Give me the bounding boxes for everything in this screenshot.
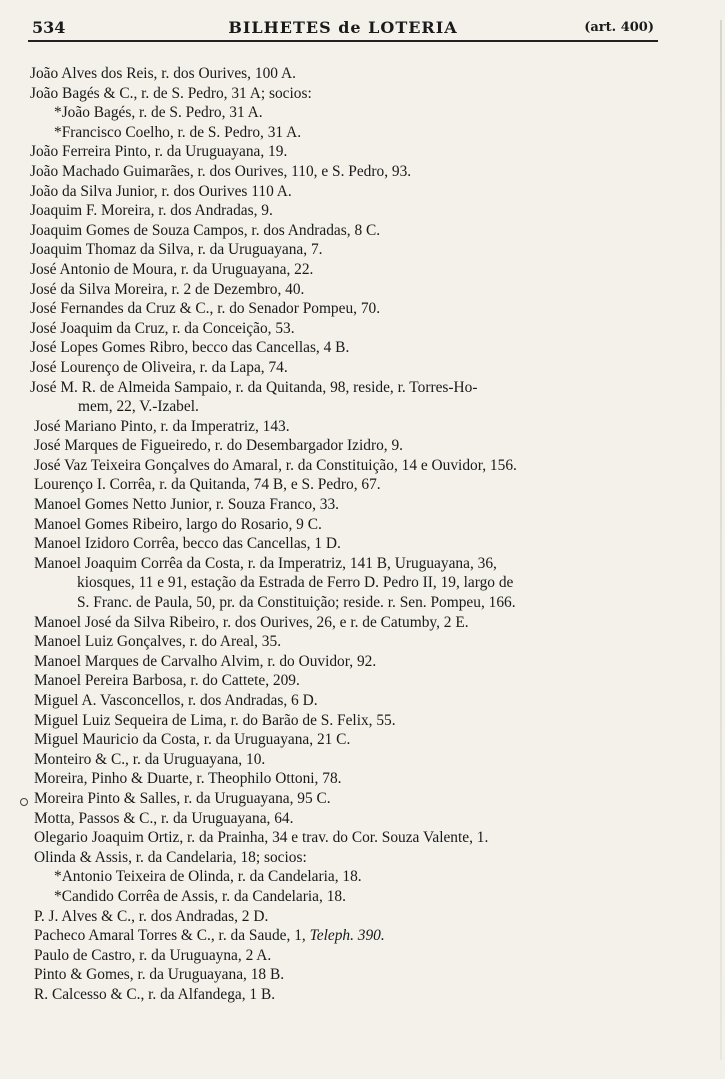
partner-item: *João Bagés, r. de S. Pedro, 31 A. xyxy=(54,104,263,122)
list-item: Joaquim F. Moreira, r. dos Andradas, 9. xyxy=(30,202,273,220)
list-item: Olegario Joaquim Ortiz, r. da Prainha, 34 e trav. do Cor. Souza Valente, 1. xyxy=(34,829,489,847)
list-item: José Lopes Gomes Ribro, becco das Cancellas, 4 B. xyxy=(30,339,350,357)
list-item: Manoel Joaquim Corrêa da Costa, r. da Imperatriz, 141 B, Uruguayana, 36, xyxy=(34,554,497,572)
list-item: Motta, Passos & C., r. da Uruguayana, 64. xyxy=(34,809,294,827)
list-item: João da Silva Junior, r. dos Ourives 110 A. xyxy=(30,182,292,200)
list-item: José da Silva Moreira, r. 2 de Dezembro, 40. xyxy=(30,280,305,298)
list-item: José Lourenço de Oliveira, r. da Lapa, 74. xyxy=(30,358,288,376)
list-item: Miguel Luiz Sequeira de Lima, r. do Barão de S. Felix, 55. xyxy=(34,711,396,729)
list-item: José Antonio de Moura, r. da Uruguayana, 22. xyxy=(30,260,314,278)
list-item: João Ferreira Pinto, r. da Uruguayana, 19. xyxy=(30,143,288,161)
partner-item: *Antonio Teixeira de Olinda, r. da Candelaria, 18. xyxy=(54,868,362,886)
page-header xyxy=(28,14,658,42)
telephone-note: Teleph. 390. xyxy=(309,927,385,945)
list-item: Manoel Gomes Netto Junior, r. Souza Franco, 33. xyxy=(34,496,340,514)
list-item: Manoel Luiz Gonçalves, r. do Areal, 35. xyxy=(34,633,282,651)
list-item: Joaquim Gomes de Souza Campos, r. dos Andradas, 8 C. xyxy=(30,221,381,239)
list-item: Moreira, Pinho & Duarte, r. Theophilo Ottoni, 78. xyxy=(34,770,342,788)
margin-mark xyxy=(20,798,28,806)
list-item: Manoel Marques de Carvalho Alvim, r. do Ouvidor, 92. xyxy=(34,652,377,670)
page-number: 534 xyxy=(32,18,66,37)
directory-list xyxy=(30,64,680,1005)
list-item: Miguel A. Vasconcellos, r. dos Andradas, 6 D. xyxy=(34,692,318,709)
list-item: José Marques de Figueiredo, r. do Desembargador Izidro, 9. xyxy=(34,437,403,455)
list-item: Joaquim Thomaz da Silva, r. da Uruguayana, 7. xyxy=(30,241,323,259)
list-item: José Mariano Pinto, r. da Imperatriz, 143. xyxy=(34,417,290,435)
page-edge-shadow xyxy=(720,20,722,1060)
list-item: Paulo de Castro, r. da Uruguayna, 2 A. xyxy=(34,946,272,964)
list-item: P. J. Alves & C., r. dos Andradas, 2 D. xyxy=(34,907,269,925)
list-item: R. Calcesso & C., r. da Alfandega, 1 B. xyxy=(34,985,276,1003)
list-item xyxy=(30,926,680,946)
list-item: José Fernandes da Cruz & C., r. do Senador Pompeu, 70. xyxy=(30,300,381,318)
list-item: José M. R. de Almeida Sampaio, r. da Quitanda, 98, reside, r. Torres-Ho- xyxy=(30,378,478,396)
list-item: Manoel Izidoro Corrêa, becco das Cancellas, 1 D. xyxy=(34,535,341,553)
list-item: José Joaquim da Cruz, r. da Conceição, 53. xyxy=(30,319,295,337)
list-item: Olinda & Assis, r. da Candelaria, 18; socios: xyxy=(34,848,307,866)
list-item: João Machado Guimarães, r. dos Ourives, 110, e S. Pedro, 93. xyxy=(30,162,412,180)
list-item: João Bagés & C., r. de S. Pedro, 31 A; socios: xyxy=(30,84,312,102)
partner-item: *Francisco Coelho, r. de S. Pedro, 31 A. xyxy=(54,123,302,141)
list-item-continuation: S. Franc. de Paula, 50, pr. da Constituição; reside. r. Sen. Pompeu, 166. xyxy=(77,594,516,612)
list-item: Miguel Mauricio da Costa, r. da Uruguayana, 21 C. xyxy=(34,731,351,749)
list-item-text: Pacheco Amaral Torres & C., r. da Saude, 1, xyxy=(34,927,306,945)
list-item: João Alves dos Reis, r. dos Ourives, 100 A. xyxy=(30,65,296,82)
list-item: Lourenço I. Corrêa, r. da Quitanda, 74 B, e S. Pedro, 67. xyxy=(34,476,381,494)
list-item-continuation: mem, 22, V.-Izabel. xyxy=(78,398,199,416)
list-item: Manoel José da Silva Ribeiro, r. dos Ourives, 26, e r. de Catumby, 2 E. xyxy=(34,613,469,631)
list-item: Moreira Pinto & Salles, r. da Uruguayana, 95 C. xyxy=(34,789,331,807)
list-item: Manoel Pereira Barbosa, r. do Cattete, 209. xyxy=(34,672,300,690)
list-item: José Vaz Teixeira Gonçalves do Amaral, r. da Constituição, 14 e Ouvidor, 156. xyxy=(34,456,517,474)
article-reference: (art. 400) xyxy=(584,20,654,35)
list-item: Pinto & Gomes, r. da Uruguayana, 18 B. xyxy=(34,966,285,984)
list-item: Monteiro & C., r. da Uruguayana, 10. xyxy=(34,750,266,768)
page-title: BILHETES de LOTERIA xyxy=(228,18,458,37)
list-item: Manoel Gomes Ribeiro, largo do Rosario, 9 C. xyxy=(34,515,322,533)
partner-item: *Candido Corrêa de Assis, r. da Candelaria, 18. xyxy=(54,887,346,905)
list-item-continuation: kiosques, 11 e 91, estação da Estrada de Ferro D. Pedro II, 19, largo de xyxy=(77,574,514,592)
